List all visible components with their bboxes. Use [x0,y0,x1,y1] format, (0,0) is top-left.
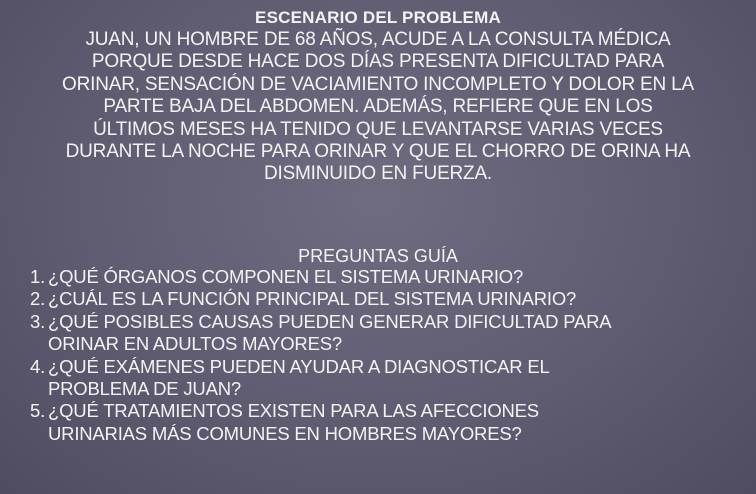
question-number: 4. [30,355,46,377]
scenario-line: JUAN, UN HOMBRE DE 68 AÑOS, ACUDE A LA CONSULTA MÉDICA [85,29,671,50]
questions-heading: PREGUNTAS GUÍA [298,246,458,266]
question-text: ¿QUÉ POSIBLES CAUSAS PUEDEN GENERAR DIFICULTAD PARA [48,310,612,332]
question-item [30,288,750,310]
scenario-line: PARTE BAJA DEL ABDOMEN. ADEMÁS, REFIERE QUE EN LOS [103,96,653,118]
scenario-line: DISMINUIDO EN FUERZA. [263,163,493,185]
question-text: ¿CUÁL ES LA FUNCIÓN PRINCIPAL DEL SISTEMA URINARIO? [48,288,577,310]
question-text-continued: ORINAR EN ADULTOS MAYORES? [48,333,342,355]
scenario-paragraph [0,29,756,186]
scenario-line: ORINAR, SENSACIÓN DE VACIAMIENTO INCOMPLETO Y DOLOR EN LA [62,73,694,95]
question-text: ¿QUÉ TRATAMIENTOS EXISTEN PARA LAS AFECCIONES [48,400,539,422]
slide-title: ESCENARIO DEL PROBLEMA [255,8,501,27]
question-item [30,400,750,445]
question-item [30,356,750,401]
question-text-continued: PROBLEMA DE JUAN? [48,378,241,400]
question-number: 5. [30,400,46,422]
question-item [30,311,750,356]
question-number: 2. [30,288,46,310]
question-item [30,266,750,288]
question-number: 1. [30,266,46,287]
question-text: ¿QUÉ EXÁMENES PUEDEN AYUDAR A DIAGNOSTICAR EL [48,355,550,377]
question-text-continued: URINARIAS MÁS COMUNES EN HOMBRES MAYORES? [48,422,522,444]
question-text: ¿QUÉ ÓRGANOS COMPONEN EL SISTEMA URINARIO? [48,266,524,287]
scenario-line: ÚLTIMOS MESES HA TENIDO QUE LEVANTARSE VARIAS VECES [93,118,663,140]
scenario-line: PORQUE DESDE HACE DOS DÍAS PRESENTA DIFICULTAD PARA [91,51,665,73]
guide-questions-list [30,266,750,445]
question-number: 3. [30,310,46,332]
scenario-line: DURANTE LA NOCHE PARA ORINAR Y QUE EL CHORRO DE ORINA HA [65,141,691,163]
